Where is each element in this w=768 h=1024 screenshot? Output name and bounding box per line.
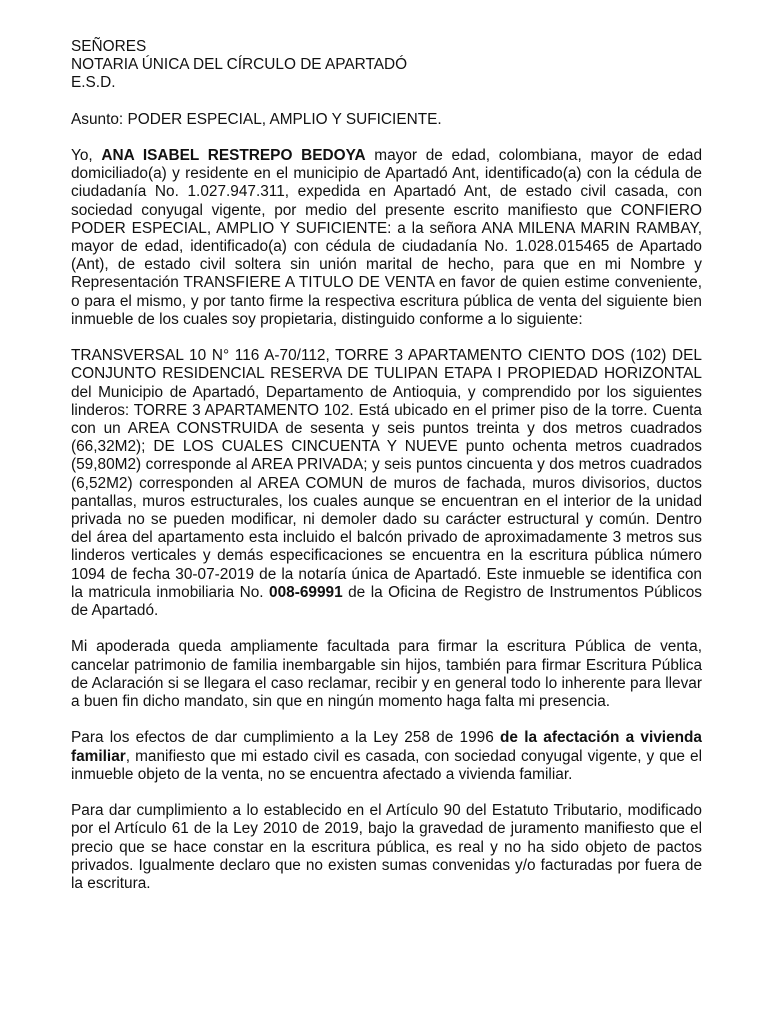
paragraph-property — [71, 347, 702, 620]
grantor-name: ANA ISABEL RESTREPO BEDOYA — [101, 147, 366, 164]
addressee-block — [71, 38, 702, 93]
paragraph-grant-body: mayor de edad, colombiana, mayor de edad domiciliado(a) y residente en el municipio de Apartadó Ant, identificado(a) con la cédula de ciudadanía No. 1.027.947.311, expedida en Apartadó Ant, de estado civil casada, con sociedad conyugal vigente, por medio del presente escrito manifiesto que CONFIERO PODER ESPECIAL, AMPLIO Y SUFICIENTE: a la señora ANA MILENA MARIN RAMBAY, mayor de edad, identificado(a) con cédula de ciudadanía No. 1.028.015465 de Apartado (Ant), de estado civil soltera sin unión marital de hecho, para que en mi Nombre y Representación TRANSFIERE A TITULO DE VENTA en favor de quien estime conveniente, o para el mismo, y por tanto firme la respectiva escritura pública de venta del siguiente bien inmueble de los cuales soy propietaria, distinguido conforme a lo siguiente: — [71, 147, 703, 328]
document-page — [71, 38, 702, 893]
paragraph-grant — [71, 147, 702, 329]
paragraph-powers: Mi apoderada queda ampliamente facultada para firmar la escritura Pública de venta, cancelar patrimonio de familia inembargable sin hijos, también para firmar Escritura Pública de Aclaración si se llegara el caso reclamar, recibir y en general todo lo inherente para llevar a buen fin dicho mandato, sin que en ningún momento haga falta mi presencia. — [71, 638, 702, 711]
paragraph-property-end: de la Oficina de Registro de Instrumentos Públicos de Apartadó. — [71, 583, 703, 620]
paragraph-grant-intro: Yo, — [71, 147, 102, 164]
paragraph-family-housing — [71, 729, 702, 784]
paragraph-family-housing-intro: Para los efectos de dar cumplimiento a la Ley 258 de 1996 — [71, 729, 500, 747]
subject-line: Asunto: PODER ESPECIAL, AMPLIO Y SUFICIENTE. — [71, 110, 442, 128]
addressee-line-1: SEÑORES — [71, 38, 147, 55]
paragraph-property-body: TRANSVERSAL 10 N° 116 A-70/112, TORRE 3 APARTAMENTO CIENTO DOS (102) DEL CONJUNTO RESIDENCIAL RESERVA DE TULIPAN ETAPA I PROPIEDAD HORIZONTAL del Municipio de Apartadó, Departamento de Antioquia, y comprendido por los siguientes linderos: TORRE 3 APARTAMENTO 102. Está ubicado en el primer piso de la torre. Cuenta con un AREA CONSTRUIDA de sesenta y seis puntos treinta y dos metros cuadrados (66,32M2); DE LOS CUALES CINCUENTA Y NUEVE punto ochenta metros cuadrados (59,80M2) corresponde al AREA PRIVADA; y seis puntos cincuenta y dos metros cuadrados (6,52M2) corresponden al AREA COMUN de muros de fachada, muros divisorios, ductos pantallas, muros estructurales, los cuales aunque se encuentran en el interior de la unidad privada no se pueden modificar, ni demoler dado su carácter estructural y común. Dentro del área del apartamento esta incluido el balcón privado de aproximadamente 3 metros sus linderos verticales y demás especificaciones se encuentra en la escritura pública número 1094 de fecha 30-07-2019 de la notaría única de Apartadó. Este inmueble se identifica con la matricula inmobiliaria No. — [71, 347, 702, 601]
addressee-line-3: E.S.D. — [71, 74, 116, 92]
registry-number: 008-69991 — [269, 583, 343, 601]
paragraph-family-housing-body: , manifiesto que mi estado civil es casada, con sociedad conyugal vigente, y que el inmueble objeto de la venta, no se encuentra afectado a vivienda familiar. — [71, 747, 702, 783]
family-housing-phrase: de la afectación a vivienda familiar — [71, 729, 702, 765]
addressee-line-2: NOTARIA ÚNICA DEL CÍRCULO DE APARTADÓ — [71, 56, 408, 74]
paragraph-tax-statute: Para dar cumplimiento a lo establecido en el Artículo 90 del Estatuto Tributario, modificado por el Artículo 61 de la Ley 2010 de 2019, bajo la gravedad de juramento manifiesto que el precio que se hace constar en la escritura pública, es real y no ha sido objeto de pactos privados. Igualmente declaro que no existen sumas convenidas y/o facturadas por fuera de la escritura. — [71, 802, 702, 893]
